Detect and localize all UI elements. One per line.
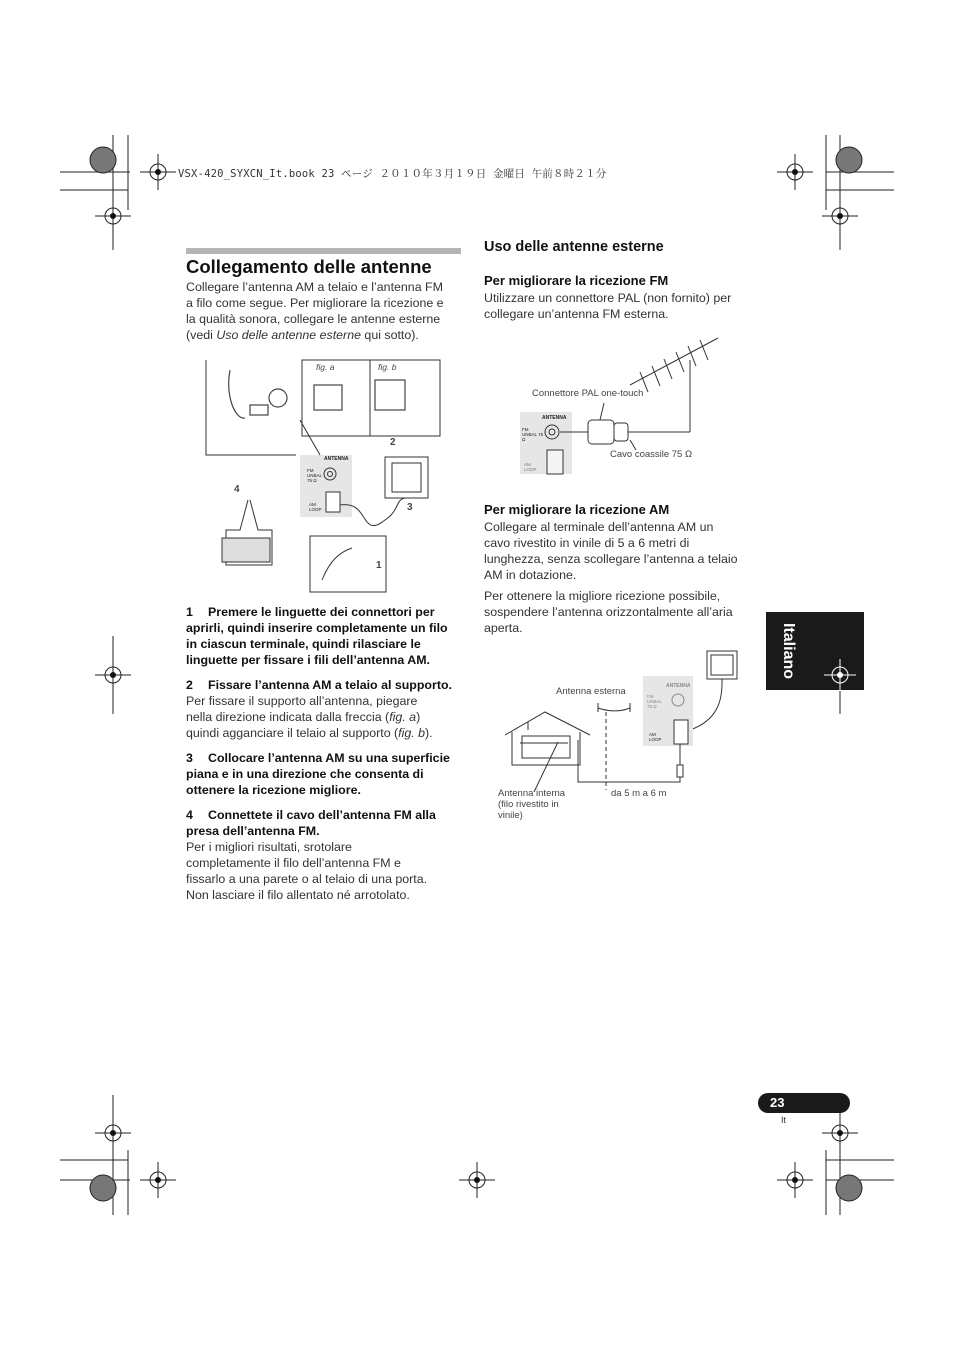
intro-line: la qualità sonora, collegare le antenne esterne xyxy=(186,312,441,326)
fm-paragraph: Utilizzare un connettore PAL (non fornito) per collegare un’antenna FM esterna. xyxy=(484,291,732,321)
antenna-panel-label: ANTENNA xyxy=(666,683,691,689)
pal-connector-label: Connettore PAL one-touch xyxy=(532,388,644,399)
page-number: 23 xyxy=(770,1095,785,1110)
step-3: 3 Collocare l’antenna AM su una superficie piana e in una direzione che consenta di ottenere la ricezione migliore. xyxy=(186,751,450,797)
indoor-antenna-label: Antenna interna (filo rivestito in vinile) xyxy=(498,788,566,821)
coax-cable-label: Cavo coassile 75 Ω xyxy=(610,449,693,460)
step-2: 2 Fissare l’antenna AM a telaio al supporto. Per fissare il supporto all’antenna, piegare nella direzione indicata dalla freccia (fig. a) quindi agganciare il telaio al supporto (fig. b). xyxy=(186,678,452,740)
intro-line: a filo come segue. Per migliorare la ricezione e xyxy=(186,296,444,310)
fm-terminal-label: FM UNBAL 75 Ω xyxy=(522,427,544,442)
am-terminal-label: AM LOOP xyxy=(649,732,662,742)
callout-4: 4 xyxy=(234,484,240,495)
distance-label: da 5 m a 6 m xyxy=(611,788,667,799)
fig-b-label: fig. b xyxy=(378,362,397,372)
page-title: Collegamento delle antenne xyxy=(186,256,432,277)
am-paragraph: Collegare al terminale dell’antenna AM un cavo rivestito in vinile di 5 a 6 metri di lunghezza, senza scollegare l’antenna a telaio AM in dotazione. xyxy=(484,520,738,582)
intro-line: (vedi Uso delle antenne esterne qui sotto). xyxy=(186,328,419,342)
antenna-panel-label: ANTENNA xyxy=(542,415,567,421)
callout-2: 2 xyxy=(390,437,396,448)
callout-1: 1 xyxy=(376,560,382,571)
fm-heading: Per migliorare la ricezione FM xyxy=(484,273,669,288)
intro-line: Collegare l’antenna AM a telaio e l’antenna FM xyxy=(186,280,443,294)
step-1: 1 Premere le linguette dei connettori per aprirli, quindi inserire completamente un filo in ciascun terminale, quindi rilasciare le linguette per fissare i fili dell’antenna AM. xyxy=(186,605,448,667)
am-paragraph-2: Per ottenere la migliore ricezione possibile, sospendere l’antenna orizzontalmente all’aria aperta. xyxy=(484,589,733,635)
fm-terminal-label: FM UNBAL 75 Ω xyxy=(647,694,662,709)
antenna-panel-label: ANTENNA xyxy=(324,456,349,462)
outdoor-antenna-label: Antenna esterna xyxy=(556,686,626,697)
callout-3: 3 xyxy=(407,502,413,513)
am-terminal-label: AM LOOP xyxy=(524,462,537,472)
language-tab-label: Italiano xyxy=(780,622,797,679)
am-terminal-label: AM LOOP xyxy=(309,502,322,512)
fm-terminal-label: FM UNBAL 75 Ω xyxy=(307,468,322,483)
print-header: VSX-420_SYXCN_It.book 23 ページ ２０１０年３月１９日 金曜日 午前８時２１分 xyxy=(178,168,607,180)
page-language: It xyxy=(781,1115,787,1125)
am-heading: Per migliorare la ricezione AM xyxy=(484,502,670,517)
step-4: 4 Connettete il cavo dell’antenna FM alla presa dell’antenna FM. Per i migliori risultati, srotolare completamente il filo dell’antenna FM e fissarlo a una parete o al telaio di una porta. Non lasciare il filo allentato né arrotolato. xyxy=(186,808,436,902)
section-heading: Uso delle antenne esterne xyxy=(484,239,664,255)
fig-a-label: fig. a xyxy=(316,362,335,372)
